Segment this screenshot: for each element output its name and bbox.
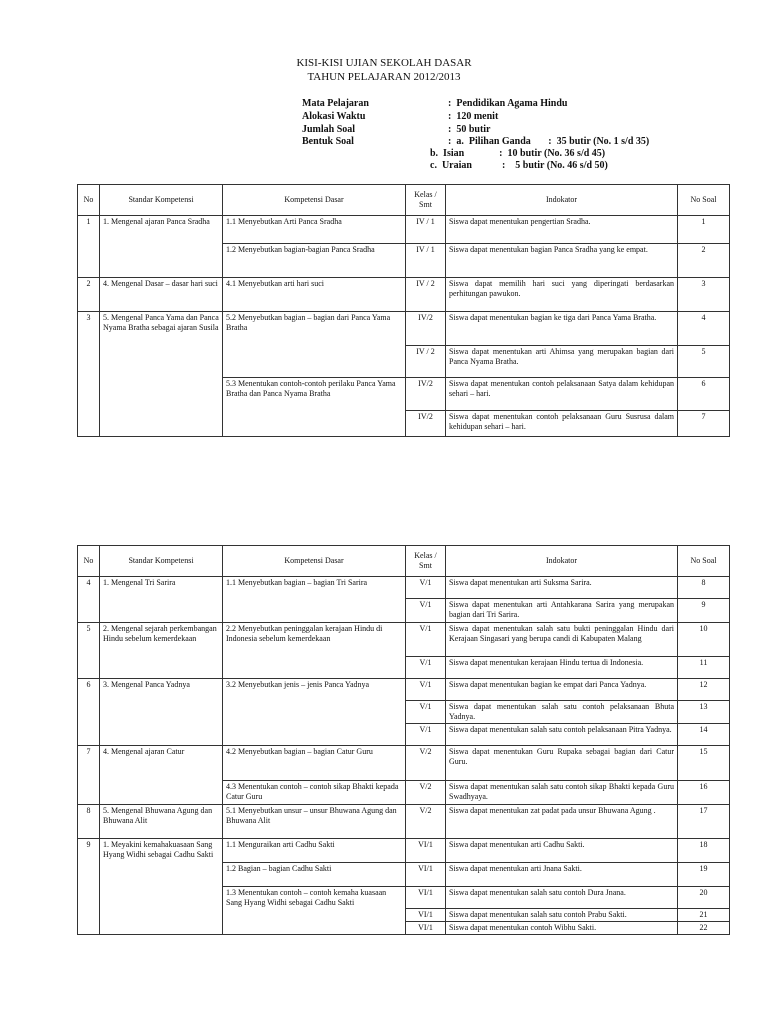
row-kelas: V/1 [406,657,446,679]
row-kelas: VI/1 [406,887,446,909]
row-nosoal: 8 [678,577,730,599]
header-no: No [78,546,100,577]
header-nosoal: No Soal [678,546,730,577]
row-kd: 1.1 Menyebutkan bagian – bagian Tri Sarira [223,577,406,623]
bentuk-label: Bentuk Soal [302,136,354,147]
row-nosoal: 1 [678,216,730,244]
bentuk-c: c. Uraian : 5 butir (No. 46 s/d 50) [430,160,608,171]
row-sk: 5. Mengenal Panca Yama dan Panca Nyama Bratha sebagai ajaran Susila [100,312,223,437]
row-kelas: IV / 1 [406,216,446,244]
header-indikator: Indokator [446,546,678,577]
table-row [78,278,730,312]
row-indikator: Siswa dapat menentukan contoh pelaksanaan Satya dalam kehidupan sehari – hari. [446,378,678,411]
row-kelas: IV/2 [406,411,446,437]
kisi-table-2 [77,545,730,935]
row-nosoal: 5 [678,346,730,378]
row-indikator: Siswa dapat menentukan salah satu contoh Prabu Sakti. [446,909,678,922]
row-kd: 5.3 Menentukan contoh-contoh perilaku Panca Yama Bratha dan Panca Nyama Bratha [223,378,406,437]
row-kd: 5.1 Menyebutkan unsur – unsur Bhuwana Agung dan Bhuwana Alit [223,805,406,839]
row-no: 6 [78,679,100,746]
row-sk: 5. Mengenal Bhuwana Agung dan Bhuwana Alit [100,805,223,839]
table-row [78,577,730,599]
row-kd: 2.2 Menyebutkan peninggalan kerajaan Hindu di Indonesia sebelum kemerdekaan [223,623,406,679]
header-kelas: Kelas / Smt [406,546,446,577]
header-sk: Standar Kompetensi [100,185,223,216]
row-nosoal: 2 [678,244,730,278]
row-indikator: Siswa dapat menentukan salah satu contoh sikap Bhakti kepada Guru Swadhyaya. [446,781,678,805]
row-no: 2 [78,278,100,312]
alokasi-label: Alokasi Waktu [302,111,366,122]
row-indikator: Siswa dapat menentukan pengertian Sradha. [446,216,678,244]
row-nosoal: 10 [678,623,730,657]
row-no: 5 [78,623,100,679]
table-row [78,839,730,863]
row-indikator: Siswa dapat menentukan bagian ke empat dari Panca Yadnya. [446,679,678,701]
row-nosoal: 18 [678,839,730,863]
bentuk-a: : a. Pilihan Ganda : 35 butir (No. 1 s/d 35) [448,136,650,147]
row-kelas: IV/2 [406,312,446,346]
row-indikator: Siswa dapat menentukan salah satu bukti peninggalan Hindu dari Kerajaan Singasari yang berupa candi di Kabupaten Malang [446,623,678,657]
row-kelas: VI/1 [406,839,446,863]
row-sk: 3. Mengenal Panca Yadnya [100,679,223,746]
row-indikator: Siswa dapat menentukan bagian Panca Sradha yang ke empat. [446,244,678,278]
row-indikator: Siswa dapat memilih hari suci yang diperingati berdasarkan perhitungan pawukon. [446,278,678,312]
header-no: No [78,185,100,216]
row-kd: 1.2 Menyebutkan bagian-bagian Panca Sradha [223,244,406,278]
row-nosoal: 11 [678,657,730,679]
row-kd: 1.1 Menguraikan arti Cadhu Sakti [223,839,406,863]
row-kelas: V/1 [406,701,446,724]
row-kelas: IV / 2 [406,278,446,312]
kisi-table-1 [77,184,730,437]
row-no: 7 [78,746,100,805]
table-row [78,216,730,244]
row-nosoal: 17 [678,805,730,839]
alokasi-value: : 120 menit [448,111,499,122]
row-indikator: Siswa dapat menentukan kerajaan Hindu tertua di Indonesia. [446,657,678,679]
row-nosoal: 15 [678,746,730,781]
row-sk: 1. Mengenal Tri Sarira [100,577,223,623]
header-indikator: Indokator [446,185,678,216]
row-nosoal: 19 [678,863,730,887]
row-indikator: Siswa dapat menentukan salah satu contoh pelaksanaan Pitra Yadnya. [446,724,678,746]
row-indikator: Siswa dapat menentukan contoh Wibhu Sakti. [446,922,678,935]
table-header [78,185,730,216]
row-kelas: VI/1 [406,922,446,935]
row-nosoal: 3 [678,278,730,312]
row-indikator: Siswa dapat menentukan arti Ahimsa yang merupakan bagian dari Panca Nyama Bratha. [446,346,678,378]
table-row [78,679,730,701]
row-indikator: Siswa dapat menentukan arti Jnana Sakti. [446,863,678,887]
row-kd: 1.2 Bagian – bagian Cadhu Sakti [223,863,406,887]
row-nosoal: 16 [678,781,730,805]
row-sk: 1. Mengenal ajaran Panca Sradha [100,216,223,278]
row-nosoal: 4 [678,312,730,346]
jumlah-label: Jumlah Soal [302,124,356,135]
row-kelas: IV/2 [406,378,446,411]
header-kd: Kompetensi Dasar [223,185,406,216]
row-indikator: Siswa dapat menentukan salah satu contoh pelaksanaan Bhuta Yadnya. [446,701,678,724]
table-row [78,805,730,839]
table-row [78,312,730,346]
row-nosoal: 6 [678,378,730,411]
row-kelas: V/2 [406,805,446,839]
table-row [78,623,730,657]
row-nosoal: 7 [678,411,730,437]
row-kd: 4.1 Menyebutkan arti hari suci [223,278,406,312]
header-sk: Standar Kompetensi [100,546,223,577]
row-kelas: V/1 [406,623,446,657]
row-kelas: V/1 [406,577,446,599]
row-kd: 4.2 Menyebutkan bagian – bagian Catur Guru [223,746,406,781]
row-kelas: V/1 [406,724,446,746]
mapel-label: Mata Pelajaran [302,98,369,109]
row-no: 3 [78,312,100,437]
document-year: TAHUN PELAJARAN 2012/2013 [307,71,461,83]
row-kelas: VI/1 [406,909,446,922]
row-kelas: V/2 [406,746,446,781]
row-kd: 4.3 Menentukan contoh – contoh sikap Bhakti kepada Catur Guru [223,781,406,805]
table-row [78,746,730,781]
row-kd: 3.2 Menyebutkan jenis – jenis Panca Yadnya [223,679,406,746]
row-kelas: V/1 [406,599,446,623]
row-kelas: IV / 2 [406,346,446,378]
row-sk: 4. Mengenal ajaran Catur [100,746,223,805]
row-nosoal: 14 [678,724,730,746]
jumlah-value: : 50 butir [448,124,491,135]
table-header [78,546,730,577]
row-nosoal: 20 [678,887,730,909]
row-indikator: Siswa dapat menentukan arti Antahkarana Sarira yang merupakan bagian dari Tri Sarira. [446,599,678,623]
row-sk: 2. Mengenal sejarah perkembangan Hindu sebelum kemerdekaan [100,623,223,679]
row-kd: 5.2 Menyebutkan bagian – bagian dari Panca Yama Bratha [223,312,406,378]
bentuk-b: b. Isian : 10 butir (No. 36 s/d 45) [430,148,606,159]
row-no: 4 [78,577,100,623]
document-title: KISI-KISI UJIAN SEKOLAH DASAR [296,57,472,69]
row-kelas: IV / 1 [406,244,446,278]
row-sk: 1. Meyakini kemahakuasaan Sang Hyang Widhi sebagai Cadhu Sakti [100,839,223,935]
row-kelas: V/2 [406,781,446,805]
row-no: 8 [78,805,100,839]
row-no: 1 [78,216,100,278]
header-kd: Kompetensi Dasar [223,546,406,577]
row-indikator: Siswa dapat menentukan zat padat pada unsur Bhuwana Agung . [446,805,678,839]
row-indikator: Siswa dapat menentukan Guru Rupaka sebagai bagian dari Catur Guru. [446,746,678,781]
row-kd: 1.1 Menyebutkan Arti Panca Sradha [223,216,406,244]
header-kelas: Kelas / Smt [406,185,446,216]
row-nosoal: 9 [678,599,730,623]
row-nosoal: 22 [678,922,730,935]
row-kd: 1.3 Menentukan contoh – contoh kemaha kuasaan Sang Hyang Widhi sebagai Cadhu Sakti [223,887,406,935]
row-kelas: V/1 [406,679,446,701]
row-nosoal: 12 [678,679,730,701]
row-indikator: Siswa dapat menentukan arti Suksma Sarira. [446,577,678,599]
row-kelas: VI/1 [406,863,446,887]
mapel-value: : Pendidikan Agama Hindu [448,98,568,109]
row-sk: 4. Mengenal Dasar – dasar hari suci [100,278,223,312]
row-nosoal: 21 [678,909,730,922]
row-indikator: Siswa dapat menentukan arti Cadhu Sakti. [446,839,678,863]
header-nosoal: No Soal [678,185,730,216]
row-indikator: Siswa dapat menentukan salah satu contoh Dura Jnana. [446,887,678,909]
row-no: 9 [78,839,100,935]
row-indikator: Siswa dapat menentukan contoh pelaksanaan Guru Susrusa dalam kehidupan sehari – hari. [446,411,678,437]
row-nosoal: 13 [678,701,730,724]
row-indikator: Siswa dapat menentukan bagian ke tiga dari Panca Yama Bratha. [446,312,678,346]
